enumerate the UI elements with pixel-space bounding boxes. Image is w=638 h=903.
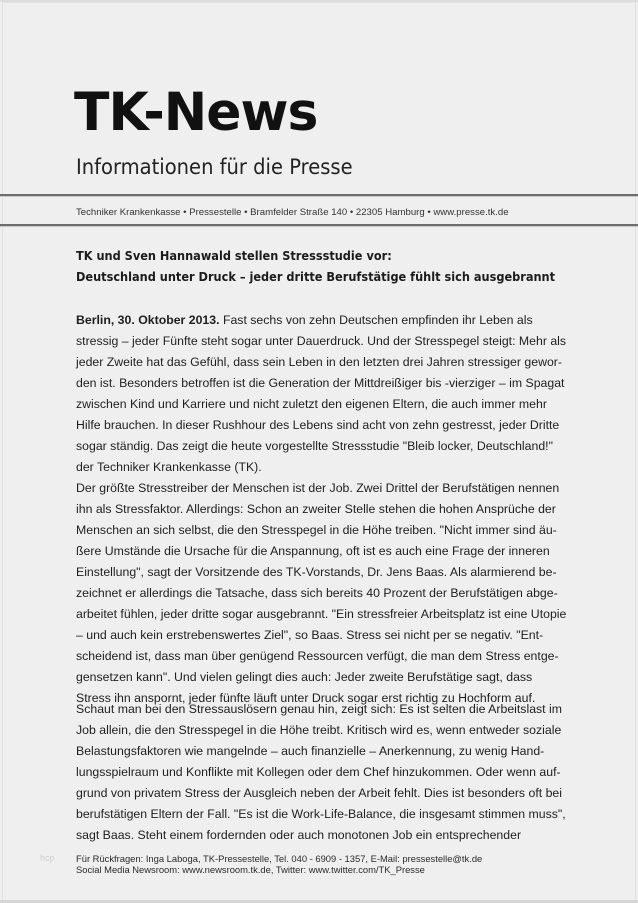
footer-watermark: hcp — [40, 853, 55, 863]
paragraph-line: sagt Baas. Steht einem fordernden oder auch monotonen Job ein entsprechender — [76, 828, 522, 842]
paragraph-line: zwischen Kind und Karriere und nicht zuletzt den eigenen Eltern, die auch immer mehr — [76, 397, 547, 411]
dateline: Berlin, 30. Oktober 2013. — [76, 313, 220, 327]
paragraph-line: grund von privatem Stress der Ausgleich neben der Arbeit fehlt. Dies ist besonders oft bei — [76, 786, 562, 800]
footer-line-1: Für Rückfragen: Inga Laboga, TK-Pressestelle, Tel. 040 - 6909 - 1357, E-Mail: pressestelle@tk.de — [76, 853, 483, 864]
page-top-edge — [0, 0, 638, 2]
paragraph-3 — [76, 699, 566, 846]
header-rule-top — [0, 194, 638, 197]
paragraph-line: ihn als Stressfaktor. Allerdings: Schon an zweiter Stelle stehen die hohen Ansprüche der — [76, 502, 556, 516]
paragraph-line: zeichnet er allerdings die Tatsache, dass sich bereits 40 Prozent der Berufstätigen abge- — [76, 586, 558, 600]
paragraph-line: lungsspielraum und Konflikte mit Kollegen oder dem Chef hinzukommen. Oder wenn auf- — [76, 765, 561, 779]
paragraph-line: arbeitet fühlen, jeder dritte sogar ausgebrannt. "Ein stressfreier Arbeitsplatz ist eine Utopie — [76, 607, 567, 621]
address-line: Techniker Krankenkasse • Pressestelle • Bramfelder Straße 140 • 22305 Hamburg • www.presse.tk.de — [76, 207, 509, 218]
paragraph-line: der Techniker Krankenkasse (TK). — [76, 460, 262, 474]
paragraph-line: Der größte Stresstreiber der Menschen ist der Job. Zwei Drittel der Berufstätigen nennen — [76, 481, 560, 495]
paragraph-line: den ist. Besonders betroffen ist die Generation der Mittdreißiger bis -vierziger – im Spagat — [76, 376, 565, 390]
paragraph-line: Stress ihn anspornt, jeder fünfte läuft unter Druck sogar erst richtig zu Hochform auf. — [76, 691, 536, 705]
paragraph-line: ßere Umstände die Ursache für die Anspannung, oft ist es auch eine Frage der inneren — [76, 544, 550, 558]
footer-contact — [76, 853, 482, 875]
paragraph-1 — [76, 310, 567, 478]
paragraph-line: jeder Zweite hat das Gefühl, dass sein Leben in den letzten drei Jahren stressiger gewor- — [76, 355, 562, 369]
paragraph-line: Belastungsfaktoren wie mangelnde – auch finanzielle – Anerkennung, zu wenig Hand- — [76, 744, 545, 758]
paragraph-line: Schaut man bei den Stressauslösern genau hin, zeigt sich: Es ist selten die Arbeitslast im — [76, 702, 562, 716]
masthead-subtitle: Informationen für die Presse — [76, 155, 353, 179]
paragraph-line: Menschen an sich selbst, die den Stresspegel in die Höhe treiben. "Nicht immer sind äu- — [76, 523, 557, 537]
paragraph-line: stressig – jeder Fünfte steht sogar unter Dauerdruck. Und der Stresspegel steigt: Mehr als — [76, 334, 567, 348]
paragraph-line: scheidend ist, dass man über genügend Ressourcen verfügt, die man dem Stress entge- — [76, 649, 559, 663]
paragraph-line: – und auch kein erstrebenswertes Ziel", so Baas. Stress sei nicht per se negativ. "Ent- — [76, 628, 544, 642]
headline-line-2: Deutschland unter Druck – jeder dritte Berufstätige fühlt sich ausgebrannt — [76, 270, 556, 284]
footer-line-2: Social Media Newsroom: www.newsroom.tk.de, Twitter: www.twitter.com/TK_Presse — [76, 864, 425, 875]
header-rule-bottom — [0, 224, 638, 227]
paragraph-line: Job allein, die den Stresspegel in die Höhe treibt. Kritisch wird es, wenn entweder soziale — [76, 723, 562, 737]
paragraph-line: berufstätigen Eltern der Fall. "Es ist die Work-Life-Balance, die insgesamt stimmen muss", — [76, 807, 566, 821]
paragraph-line: sogar ständig. Das zeigt die heute vorgestellte Stressstudie "Bleib locker, Deutschland!" — [76, 439, 553, 453]
paragraph-line: gensetzen kann". Und vielen gelingt dies auch: Jeder zweite Berufstätige sagt, dass — [76, 670, 533, 684]
headline-line-1: TK und Sven Hannawald stellen Stressstudie vor: — [76, 249, 392, 263]
masthead-title: TK-News — [74, 82, 318, 143]
paragraph-line: Berlin, 30. Oktober 2013. Fast sechs von zehn Deutschen empfinden ihr Leben als — [76, 313, 533, 327]
paragraph-line: Hilfe brauchen. In dieser Rushhour des Lebens sind acht von zehn gestresst, jeder Dritte — [76, 418, 560, 432]
paragraph-line: Einstellung", sagt der Vorsitzende des TK-Vorstands, Dr. Jens Baas. Als alarmierend be- — [76, 565, 557, 579]
